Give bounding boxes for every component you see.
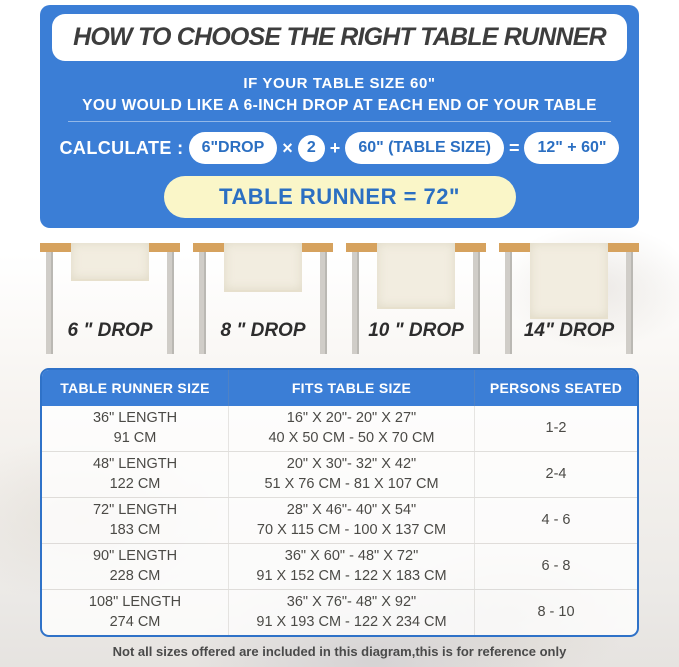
table-illustration-6in: [40, 240, 180, 358]
sum-pill: 12" + 60": [524, 132, 619, 164]
persons-cell: [474, 452, 637, 497]
table-size-pill: 60" (TABLE SIZE): [345, 132, 504, 164]
persons-value: 6 - 8: [541, 557, 571, 574]
runner-size-cell: [42, 498, 228, 543]
times-operator: ×: [282, 137, 293, 158]
fits-inches: 28" X 46"- 40" X 54": [286, 502, 417, 519]
header-fits-table: FITS TABLE SIZE: [228, 370, 474, 406]
equals-operator: =: [508, 137, 520, 158]
drop-label: 14" DROP: [523, 320, 615, 341]
fits-cm: 40 X 50 CM - 50 X 70 CM: [268, 429, 435, 446]
fits-cell: [228, 452, 474, 497]
runner-size-cell: [42, 452, 228, 497]
header-runner-size: TABLE RUNNER SIZE: [60, 380, 210, 396]
formula-row: [40, 132, 639, 164]
size-table-header: [42, 370, 637, 406]
table-row: [42, 451, 637, 497]
page-title: HOW TO CHOOSE THE RIGHT TABLE RUNNER: [73, 23, 606, 51]
persons-value: 8 - 10: [537, 603, 575, 620]
runner-length: 48" LENGTH: [92, 456, 178, 473]
intro-line2: YOU WOULD LIKE A 6-INCH DROP AT EACH END OF YOUR TABLE: [82, 97, 597, 114]
fits-cell: [228, 544, 474, 589]
runner-length: 36" LENGTH: [92, 410, 178, 427]
persons-value: 2-4: [545, 465, 567, 482]
drop-label: 10 " DROP: [368, 320, 464, 341]
runner-length-cm: 274 CM: [109, 613, 161, 630]
fits-cm: 91 X 193 CM - 122 X 234 CM: [256, 613, 447, 630]
runner-cloth: [530, 243, 608, 319]
runner-size-cell: [42, 544, 228, 589]
drop-label: 8 " DROP: [220, 320, 306, 341]
fits-cell: [228, 406, 474, 451]
table-illustration-10in: [346, 240, 486, 358]
persons-value: 1-2: [545, 419, 567, 436]
runner-length-cm: 122 CM: [109, 475, 161, 492]
divider-line: [68, 121, 611, 122]
fits-cm: 51 X 76 CM - 81 X 107 CM: [264, 475, 439, 492]
runner-cloth: [224, 243, 302, 292]
table-illustration-14in: [499, 240, 639, 358]
runner-length: 90" LENGTH: [92, 548, 178, 565]
size-table: [40, 368, 639, 637]
plus-operator: +: [329, 137, 341, 158]
fits-inches: 16" X 20"- 20" X 27": [286, 410, 417, 427]
runner-length: 108" LENGTH: [88, 594, 182, 611]
intro-line1: IF YOUR TABLE SIZE 60": [243, 75, 436, 92]
runner-cloth: [377, 243, 455, 309]
title-banner: [52, 14, 627, 61]
fits-inches: 36" X 76"- 48" X 92": [286, 594, 417, 611]
table-row: [42, 543, 637, 589]
size-table-body: [42, 406, 637, 635]
fits-inches: 20" X 30"- 32" X 42": [286, 456, 417, 473]
header-persons: PERSONS SEATED: [474, 370, 637, 406]
table-row: [42, 406, 637, 451]
fits-cell: [228, 590, 474, 635]
runner-length-cm: 183 CM: [109, 521, 161, 538]
fits-cell: [228, 498, 474, 543]
runner-length-cm: 228 CM: [109, 567, 161, 584]
fits-inches: 36" X 60" - 48" X 72": [284, 548, 419, 565]
runner-length: 72" LENGTH: [92, 502, 178, 519]
table-row: [42, 497, 637, 543]
persons-cell: [474, 406, 637, 451]
runner-size-cell: [42, 590, 228, 635]
runner-cloth: [71, 243, 149, 281]
drop-pill: 6"DROP: [189, 132, 278, 164]
persons-cell: [474, 498, 637, 543]
drop-label: 6 " DROP: [67, 320, 153, 341]
table-row: [42, 589, 637, 635]
footnote: Not all sizes offered are included in this diagram,this is for reference only: [112, 644, 567, 659]
runner-size-cell: [42, 406, 228, 451]
top-panel: [40, 5, 639, 228]
runner-length-cm: 91 CM: [113, 429, 157, 446]
persons-value: 4 - 6: [541, 511, 571, 528]
multiplier-badge: 2: [298, 135, 325, 162]
fits-cm: 91 X 152 CM - 122 X 183 CM: [256, 567, 447, 584]
persons-cell: [474, 590, 637, 635]
drop-illustrations: [40, 240, 639, 358]
table-illustration-8in: [193, 240, 333, 358]
persons-cell: [474, 544, 637, 589]
fits-cm: 70 X 115 CM - 100 X 137 CM: [256, 521, 447, 538]
result-banner: TABLE RUNNER = 72": [164, 176, 516, 218]
calculate-label: CALCULATE :: [59, 137, 184, 158]
